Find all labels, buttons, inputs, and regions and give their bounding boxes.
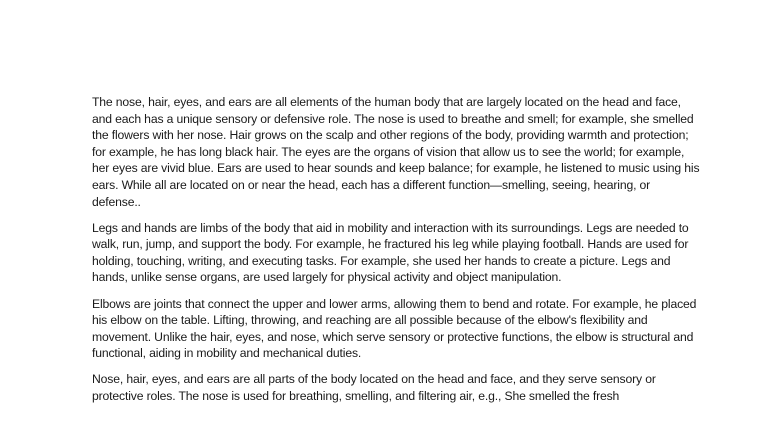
document-body [92, 94, 700, 414]
paragraph-legs-hands: Legs and hands are limbs of the body that aid in mobility and interaction with its surroundings. Legs are needed to walk, run, jump, and support the body. For example, he fractured his leg while playing football. Hands are used for holding, touching, writing, and executing tasks. For example, she used her hands to create a picture. Legs and hands, unlike sense organs, are used largely for physical activity and object manipulation. [92, 220, 689, 285]
paragraph-head-parts: Nose, hair, eyes, and ears are all parts of the body located on the head and face, and they serve sensory or protective roles. The nose is used for breathing, smelling, and filtering air, e.g., She smelled the fresh [92, 372, 656, 403]
paragraph-sense-organs: The nose, hair, eyes, and ears are all elements of the human body that are largely located on the head and face, and each has a unique sensory or defensive role. The nose is used to breathe and smell; for example, she smelled the flowers with her nose. Hair grows on the scalp and other regions of the body, providing warmth and protection; for example, he has long black hair. The eyes are the organs of vision that allow us to see the world; for example, her eyes are vivid blue. Ears are used to hear sounds and keep balance; for example, he listened to music using his ears. While all are located on or near the head, each has a different function—smelling, seeing, hearing, or defense.. [92, 95, 700, 209]
paragraph-elbows: Elbows are joints that connect the upper and lower arms, allowing them to bend and rotate. For example, he placed his elbow on the table. Lifting, throwing, and reaching are all possible because of the elbow's flexibility and movement. Unlike the hair, eyes, and nose, which serve sensory or protective functions, the elbow is structural and functional, aiding in mobility and mechanical duties. [92, 296, 697, 361]
